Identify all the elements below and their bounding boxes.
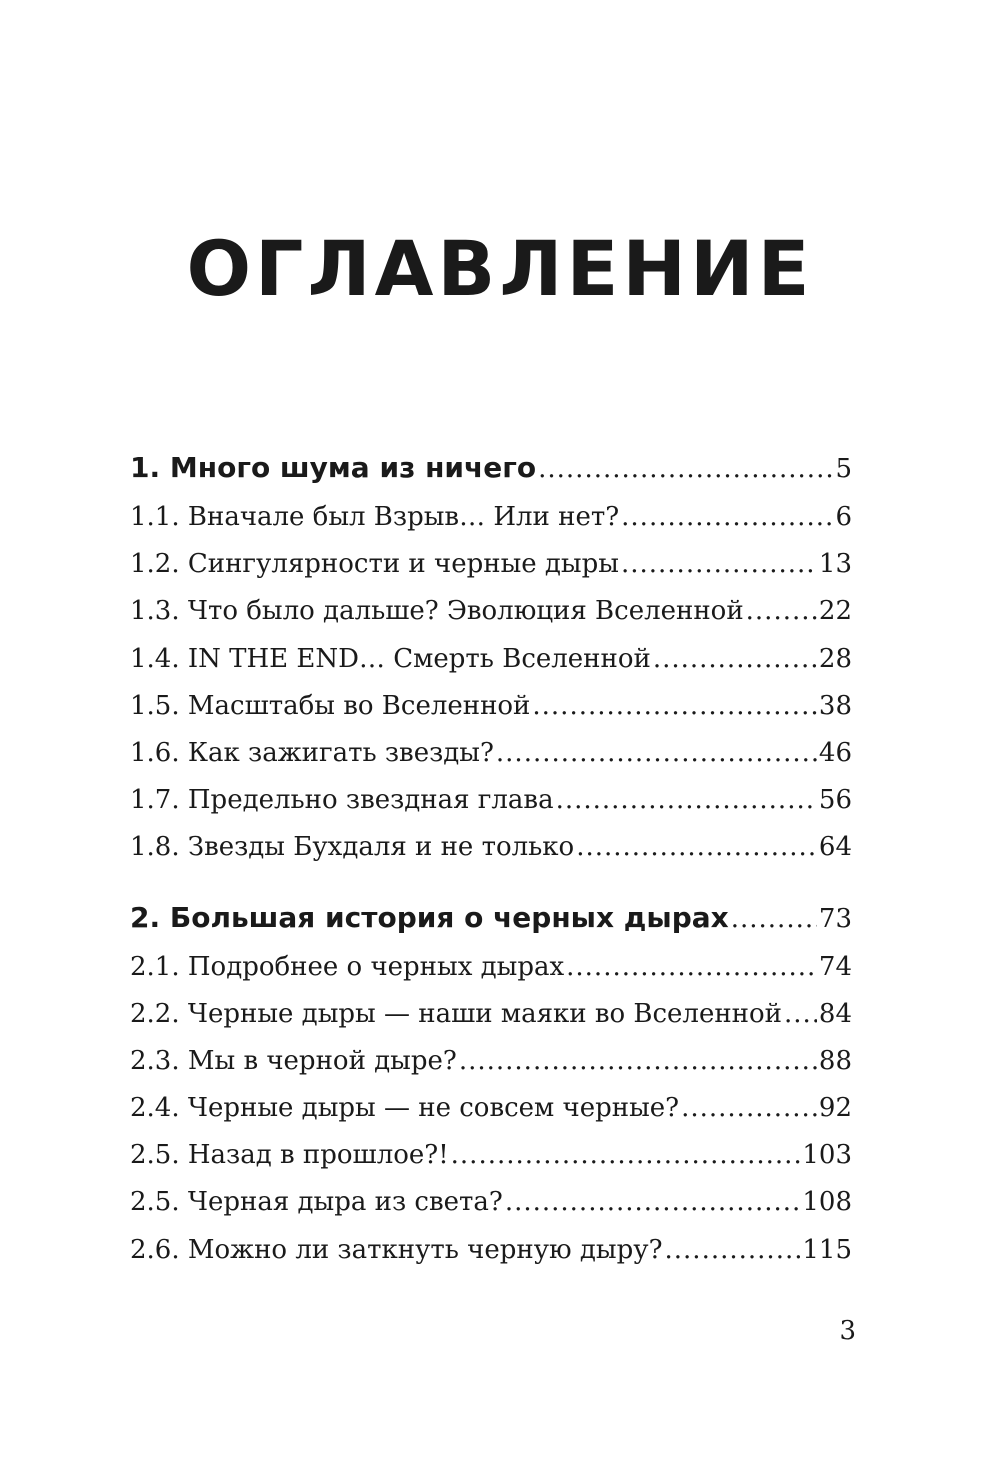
section-page-number: 38: [818, 690, 852, 721]
section-page-number: 115: [802, 1234, 852, 1265]
section-page-number: 64: [818, 832, 852, 863]
section-title: 1.1. Вначале был Взрыв… Или нет?: [130, 502, 620, 532]
section-page-number: 46: [818, 737, 852, 768]
section-title: 2.1. Подробнее о черных дырах: [130, 951, 565, 982]
section-page-number: 28: [818, 643, 852, 674]
dot-leader: [505, 1179, 801, 1226]
dot-leader: [576, 824, 817, 871]
toc-section-1-8[interactable]: [130, 824, 852, 871]
section-title: 1.6. Как зажигать звезды?: [130, 737, 494, 768]
dot-leader: [621, 494, 833, 541]
chapter-title: 1. Много шума из ничего: [130, 451, 537, 484]
toc-chapter-2[interactable]: [130, 892, 852, 944]
dot-leader: [556, 777, 817, 824]
toc-section-2-2[interactable]: [130, 991, 852, 1038]
toc-section-1-1[interactable]: [130, 494, 852, 541]
section-page-number: 108: [802, 1187, 852, 1218]
page-title: ОГЛАВЛЕНИЕ: [186, 223, 814, 313]
section-title: 1.5. Масштабы во Вселенной: [130, 690, 531, 721]
dot-leader: [784, 991, 817, 1038]
toc-section-2-5[interactable]: [130, 1132, 852, 1179]
section-page-number: 22: [818, 596, 852, 627]
section-title: 1.2. Сингулярности и черные дыры: [130, 549, 619, 580]
section-page-number: 13: [818, 549, 852, 580]
section-page-number: 6: [835, 502, 852, 532]
section-title: 1.3. Что было дальше? Эволюция Вселенной: [130, 596, 744, 627]
dot-leader: [731, 893, 817, 945]
section-title: 1.4. IN THE END… Смерть Вселенной: [130, 643, 651, 674]
dot-leader: [538, 443, 833, 495]
section-title: 2.6. Можно ли заткнуть черную дыру?: [130, 1234, 663, 1265]
toc-section-1-7[interactable]: [130, 777, 852, 824]
toc-section-2-1[interactable]: [130, 944, 852, 991]
section-title: 2.5. Черная дыра из света?: [130, 1187, 503, 1218]
section-page-number: 74: [818, 951, 852, 982]
toc-section-2-5b[interactable]: [130, 1179, 852, 1226]
section-title: 1.7. Предельно звездная глава: [130, 785, 554, 816]
toc-section-1-2[interactable]: [130, 541, 852, 588]
toc-chapter-1[interactable]: [130, 442, 852, 494]
table-of-contents: [130, 442, 852, 1274]
chapter-spacer: [130, 872, 852, 892]
dot-leader: [566, 944, 817, 991]
toc-section-2-3[interactable]: [130, 1038, 852, 1085]
section-page-number: 56: [818, 785, 852, 816]
section-page-number: 103: [802, 1140, 852, 1171]
dot-leader: [621, 541, 817, 588]
dot-leader: [496, 730, 817, 777]
dot-leader: [746, 588, 817, 635]
section-title: 2.5. Назад в прошлое?!: [130, 1140, 449, 1171]
section-title: 2.3. Мы в черной дыре?: [130, 1045, 457, 1076]
toc-section-1-3[interactable]: [130, 588, 852, 635]
section-page-number: 92: [818, 1093, 852, 1124]
toc-section-2-6[interactable]: [130, 1227, 852, 1274]
toc-section-1-5[interactable]: [130, 683, 852, 730]
chapter-page-number: 73: [818, 903, 852, 934]
dot-leader: [451, 1132, 801, 1179]
section-title: 2.4. Черные дыры — не совсем черные?: [130, 1093, 680, 1124]
toc-section-1-6[interactable]: [130, 730, 852, 777]
chapter-page-number: 5: [835, 454, 852, 484]
dot-leader: [459, 1038, 817, 1085]
page-number: 3: [839, 1316, 856, 1346]
section-title: 2.2. Черные дыры — наши маяки во Вселенной: [130, 998, 782, 1029]
section-title: 1.8. Звезды Бухдаля и не только: [130, 832, 575, 863]
dot-leader: [653, 636, 817, 683]
dot-leader: [681, 1085, 817, 1132]
chapter-title: 2. Большая история о черных дырах: [130, 900, 729, 934]
dot-leader: [665, 1227, 801, 1274]
dot-leader: [532, 683, 817, 730]
toc-section-2-4[interactable]: [130, 1085, 852, 1132]
section-page-number: 88: [818, 1045, 852, 1076]
toc-section-1-4[interactable]: [130, 636, 852, 683]
section-page-number: 84: [818, 998, 852, 1029]
